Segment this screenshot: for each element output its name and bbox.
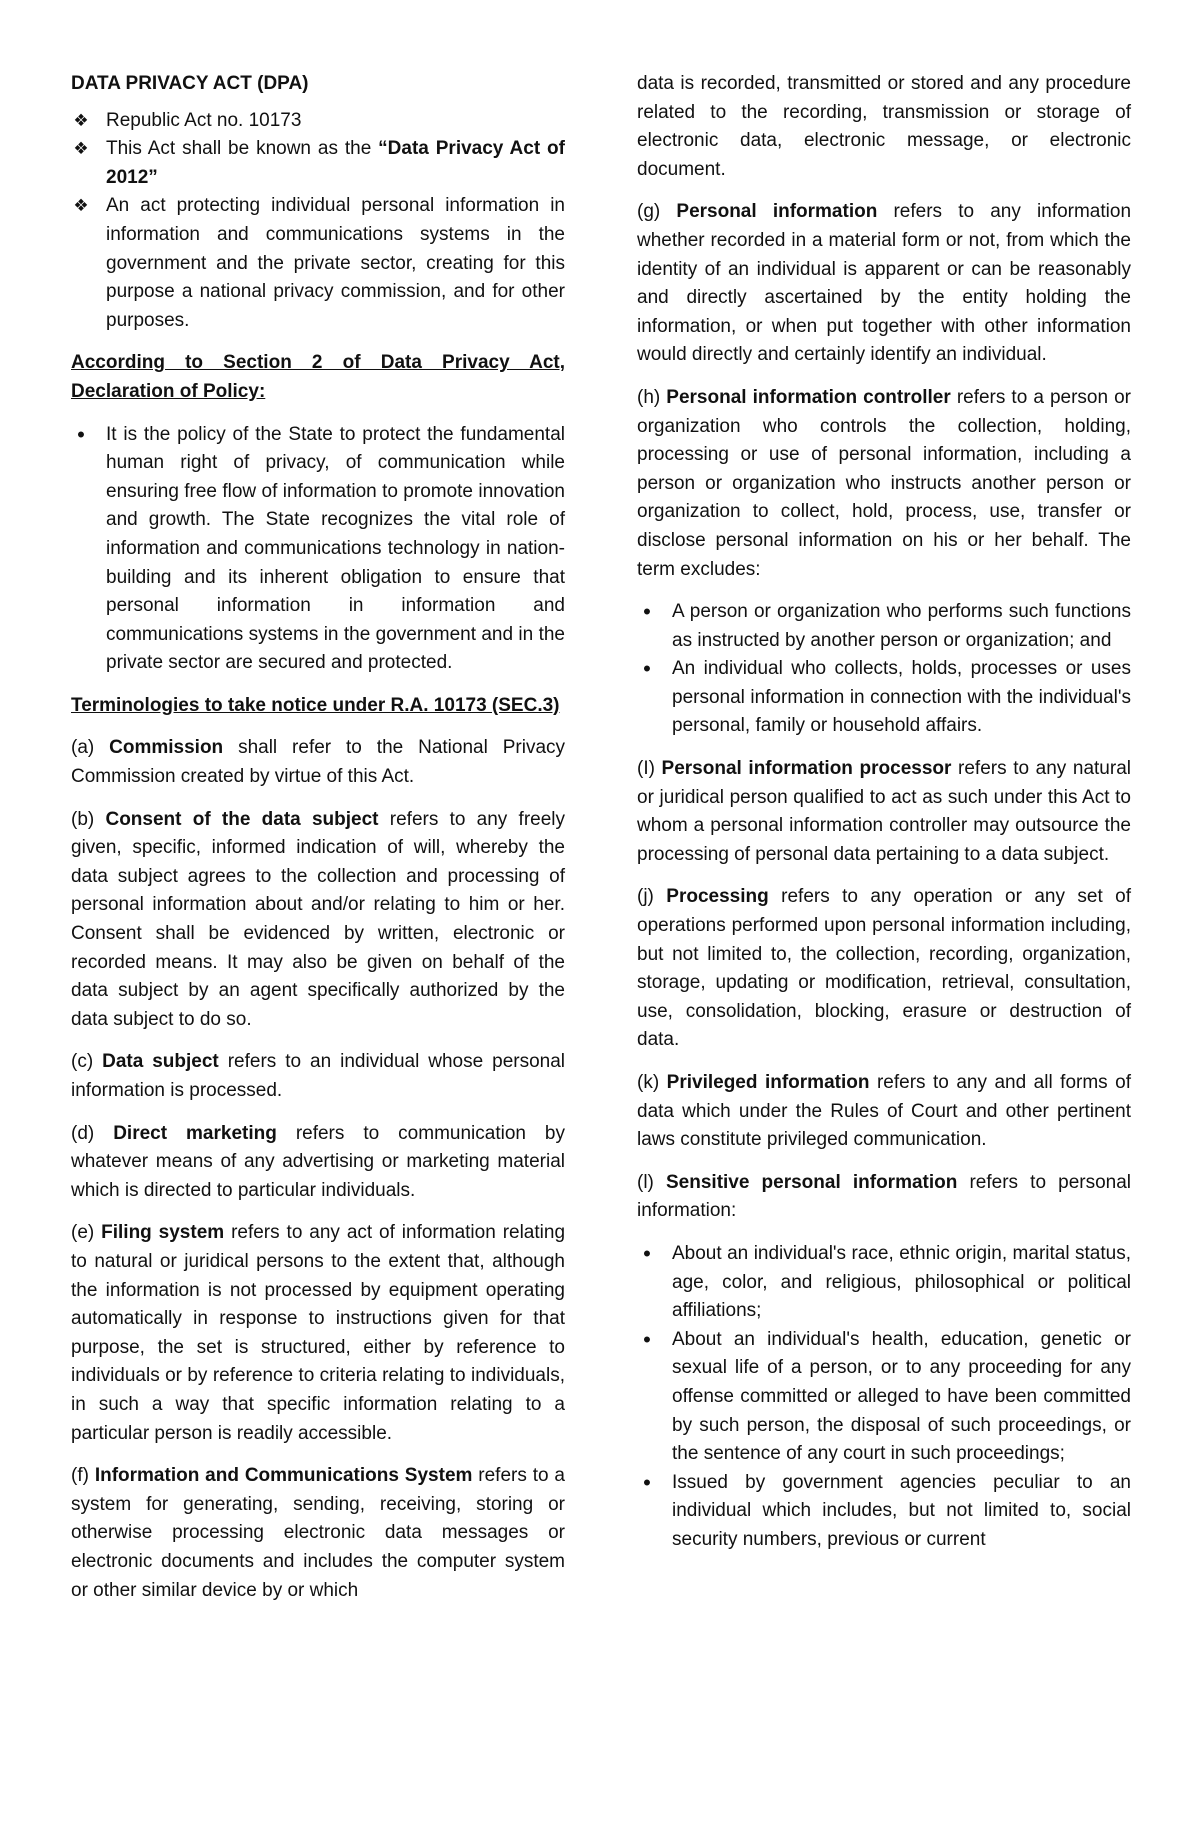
- term-a: (a) Commission shall refer to the National Privacy Commission created by virtue of this Act.: [71, 737, 566, 788]
- list-item: ❖ This Act shall be known as the “Data Privacy Act of 2012”: [71, 135, 565, 192]
- bullet-icon: •: [643, 1469, 651, 1495]
- list-item: • Issued by government agencies peculiar to an individual which includes, but not limited to, social security numbers, previous or current: [637, 1469, 1131, 1555]
- list-item: ❖ An act protecting individual personal information in information and communications systems in the government and the private sector, creating for this purpose a national privacy commission, and for other purposes.: [71, 192, 565, 335]
- terminologies-heading: Terminologies to take notice under R.A. 10173 (SEC.3): [71, 694, 560, 716]
- bullet-icon: •: [643, 656, 651, 682]
- term-l: (l) Sensitive personal information refers to personal information:: [637, 1171, 1132, 1222]
- diamond-bullet-icon: ❖: [73, 196, 89, 216]
- term-f: (f) Information and Communications System refers to a system for generating, sending, receiving, storing or otherwise processing electronic data messages or electronic documents and includes the computer system or other similar device by or which: [71, 1465, 565, 1601]
- bullet-icon: •: [643, 1326, 651, 1352]
- term-f-continuation: data is recorded, transmitted or stored and any procedure related to the recording, transmission or storage of electronic data, electronic message, or electronic document.: [637, 73, 1131, 180]
- term-d: (d) Direct marketing refers to communication by whatever means of any advertising or marketing material which is directed to particular individuals.: [71, 1122, 565, 1201]
- bullet-icon: •: [77, 421, 85, 447]
- list-item: • An individual who collects, holds, processes or uses personal information in connection with the individual's personal, family or household affairs.: [637, 655, 1131, 741]
- section-2-heading: According to Section 2 of Data Privacy Act, Declaration of Policy:: [71, 352, 565, 402]
- term-c: (c) Data subject refers to an individual whose personal information is processed.: [71, 1051, 566, 1101]
- term-g: (g) Personal information refers to any information whether recorded in a material form or not, from which the identity of an individual is apparent or can be reasonably and directly ascertained by the entity holding the information, or when put together with other information would directly and certainly identify an individual.: [637, 201, 1132, 366]
- diamond-bullet-icon: ❖: [73, 110, 89, 130]
- list-item: • About an individual's health, education, genetic or sexual life of a person, or to any proceeding for any offense committed or alleged to have been committed by such person, the disposal of such proceedings, or the sentence of any court in such proceedings;: [637, 1326, 1131, 1469]
- diamond-bullet-icon: ❖: [73, 139, 89, 159]
- term-k: (k) Privileged information refers to any and all forms of data which under the Rules of Court and other pertinent laws constitute privileged communication.: [637, 1072, 1132, 1151]
- left-column: [71, 70, 565, 1619]
- term-e: (e) Filing system refers to any act of information relating to natural or juridical persons to the extent that, although the information is not processed by equipment operating automatically in response to instructions given for that purpose, the set is structured, either by reference to individuals or by reference to criteria relating to individuals, in such a way that specific information relating to a particular person is readily accessible.: [71, 1222, 566, 1444]
- sensitive-info-list: [637, 1240, 1131, 1555]
- list-item: • It is the policy of the State to protect the fundamental human right of privacy, of communication while ensuring free flow of information to promote innovation and growth. The State recognizes the vital role of information and communications technology in nation-building and its inherent obligation to ensure that personal information in information and communications systems in the government and in the private sector are secured and protected.: [71, 421, 565, 678]
- controller-exclusions-list: [637, 598, 1131, 741]
- list-item: • A person or organization who performs such functions as instructed by another person or organization; and: [637, 598, 1131, 655]
- term-b: (b) Consent of the data subject refers to any freely given, specific, informed indication of will, whereby the data subject agrees to the collection and processing of personal information about and/or relating to him or her. Consent shall be evidenced by written, electronic or recorded means. It may also be given on behalf of the data subject by an agent specifically authorized by the data subject to do so.: [71, 808, 566, 1030]
- document-title: DATA PRIVACY ACT (DPA): [71, 73, 309, 94]
- bullet-icon: •: [643, 1240, 651, 1266]
- term-h: (h) Personal information controller refers to a person or organization who controls the collection, holding, processing or use of personal information, including a person or organization who instructs another person or organization to collect, hold, process, use, transfer or disclose personal information on his or her behalf. The term excludes:: [637, 386, 1131, 580]
- list-item: • About an individual's race, ethnic origin, marital status, age, color, and religious, philosophical or political affiliations;: [637, 1240, 1131, 1326]
- term-j: (j) Processing refers to any operation or any set of operations performed upon personal information including, but not limited to, the collection, recording, organization, storage, updating or modification, retrieval, consultation, use, consolidation, blocking, erasure or destruction of data.: [637, 886, 1132, 1051]
- policy-list: [71, 421, 565, 678]
- right-column: [637, 70, 1131, 1569]
- intro-list: [71, 107, 565, 336]
- term-i: (I) Personal information processor refers to any natural or juridical person qualified to act as such under this Act to whom a personal information controller may outsource the processing of personal data pertaining to a data subject.: [637, 758, 1131, 865]
- bullet-icon: •: [643, 599, 651, 625]
- list-item: ❖ Republic Act no. 10173: [71, 107, 565, 136]
